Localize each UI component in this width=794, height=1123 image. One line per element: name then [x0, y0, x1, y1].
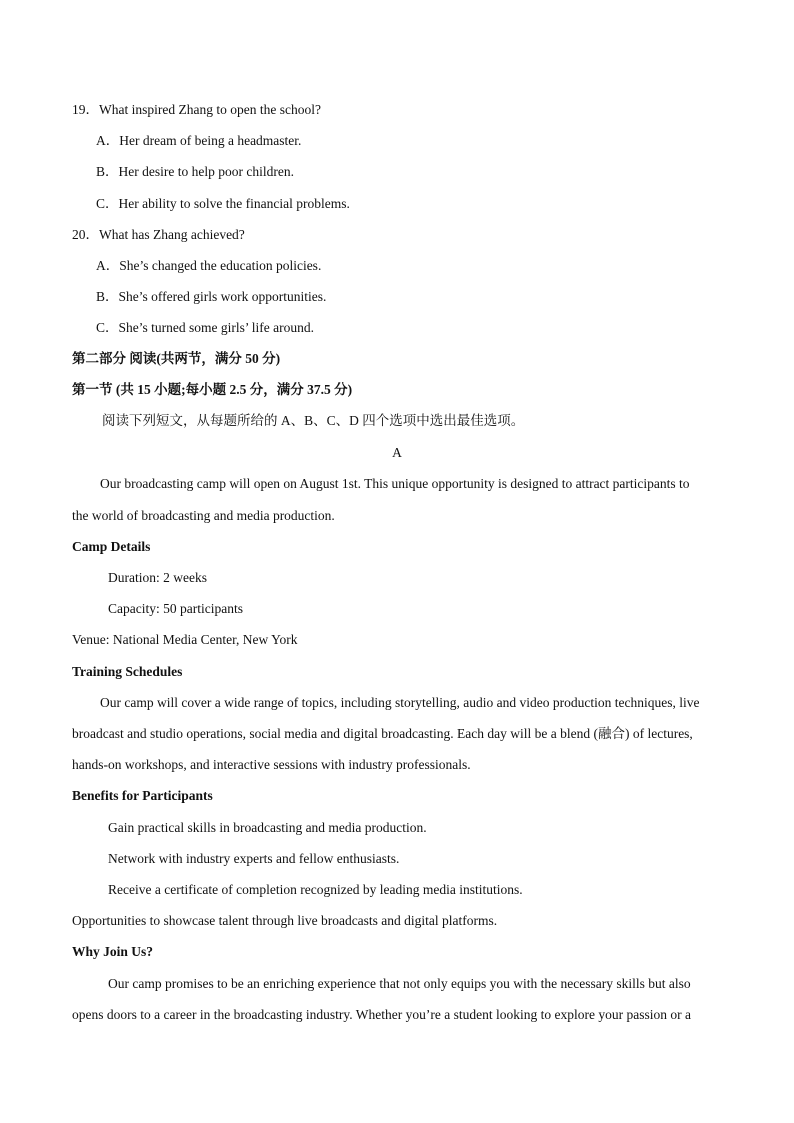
training-line-2: broadcast and studio operations, social media and digital broadcasting. Each day will be a blend (融合) of lectures, [72, 726, 693, 741]
why-join-line-1: Our camp promises to be an enriching experience that not only equips you with the necessary skills but also [108, 976, 691, 991]
camp-venue: Venue: National Media Center, New York [72, 632, 298, 647]
camp-details-heading: Camp Details [72, 539, 151, 554]
benefits-heading: Benefits for Participants [72, 788, 213, 803]
question-20-stem: 20．What has Zhang achieved? [72, 227, 245, 242]
camp-duration: Duration: 2 weeks [108, 570, 207, 585]
part-2-heading: 第二部分 阅读(共两节，满分 50 分) [72, 351, 281, 366]
benefit-item: Network with industry experts and fellow enthusiasts. [108, 851, 400, 866]
question-19-stem: 19．What inspired Zhang to open the school? [72, 102, 321, 117]
reading-instruction: 阅读下列短文，从每题所给的 A、B、C、D 四个选项中选出最佳选项。 [102, 413, 525, 428]
benefit-item: Receive a certificate of completion recognized by leading media institutions. [108, 882, 523, 897]
training-line-3: hands-on workshops, and interactive sessions with industry professionals. [72, 757, 471, 772]
question-20-option-b: B．She’s offered girls work opportunities. [96, 289, 327, 304]
benefit-item: Opportunities to showcase talent through live broadcasts and digital platforms. [72, 913, 498, 928]
passage-intro-line-2: the world of broadcasting and media production. [72, 508, 335, 523]
question-19-option-b: B．Her desire to help poor children. [96, 164, 294, 179]
section-1-heading: 第一节 (共 15 小题;每小题 2.5 分，满分 37.5 分) [72, 382, 353, 397]
question-19-option-a: A．Her dream of being a headmaster. [96, 133, 302, 148]
why-join-line-2: opens doors to a career in the broadcasting industry. Whether you’re a student looking to explore your passion or a [72, 1007, 691, 1022]
camp-capacity: Capacity: 50 participants [108, 601, 243, 616]
passage-intro-line-1: Our broadcasting camp will open on August 1st. This unique opportunity is designed to attract participants to [100, 476, 690, 491]
training-schedules-heading: Training Schedules [72, 664, 183, 679]
question-20-option-c: C．She’s turned some girls’ life around. [96, 320, 314, 335]
why-join-heading: Why Join Us? [72, 944, 154, 959]
training-line-1: Our camp will cover a wide range of topics, including storytelling, audio and video production techniques, live [100, 695, 700, 710]
benefit-item: Gain practical skills in broadcasting and media production. [108, 820, 427, 835]
question-19-option-c: C．Her ability to solve the financial problems. [96, 196, 350, 211]
passage-label: A [392, 445, 402, 460]
question-20-option-a: A．She’s changed the education policies. [96, 258, 322, 273]
